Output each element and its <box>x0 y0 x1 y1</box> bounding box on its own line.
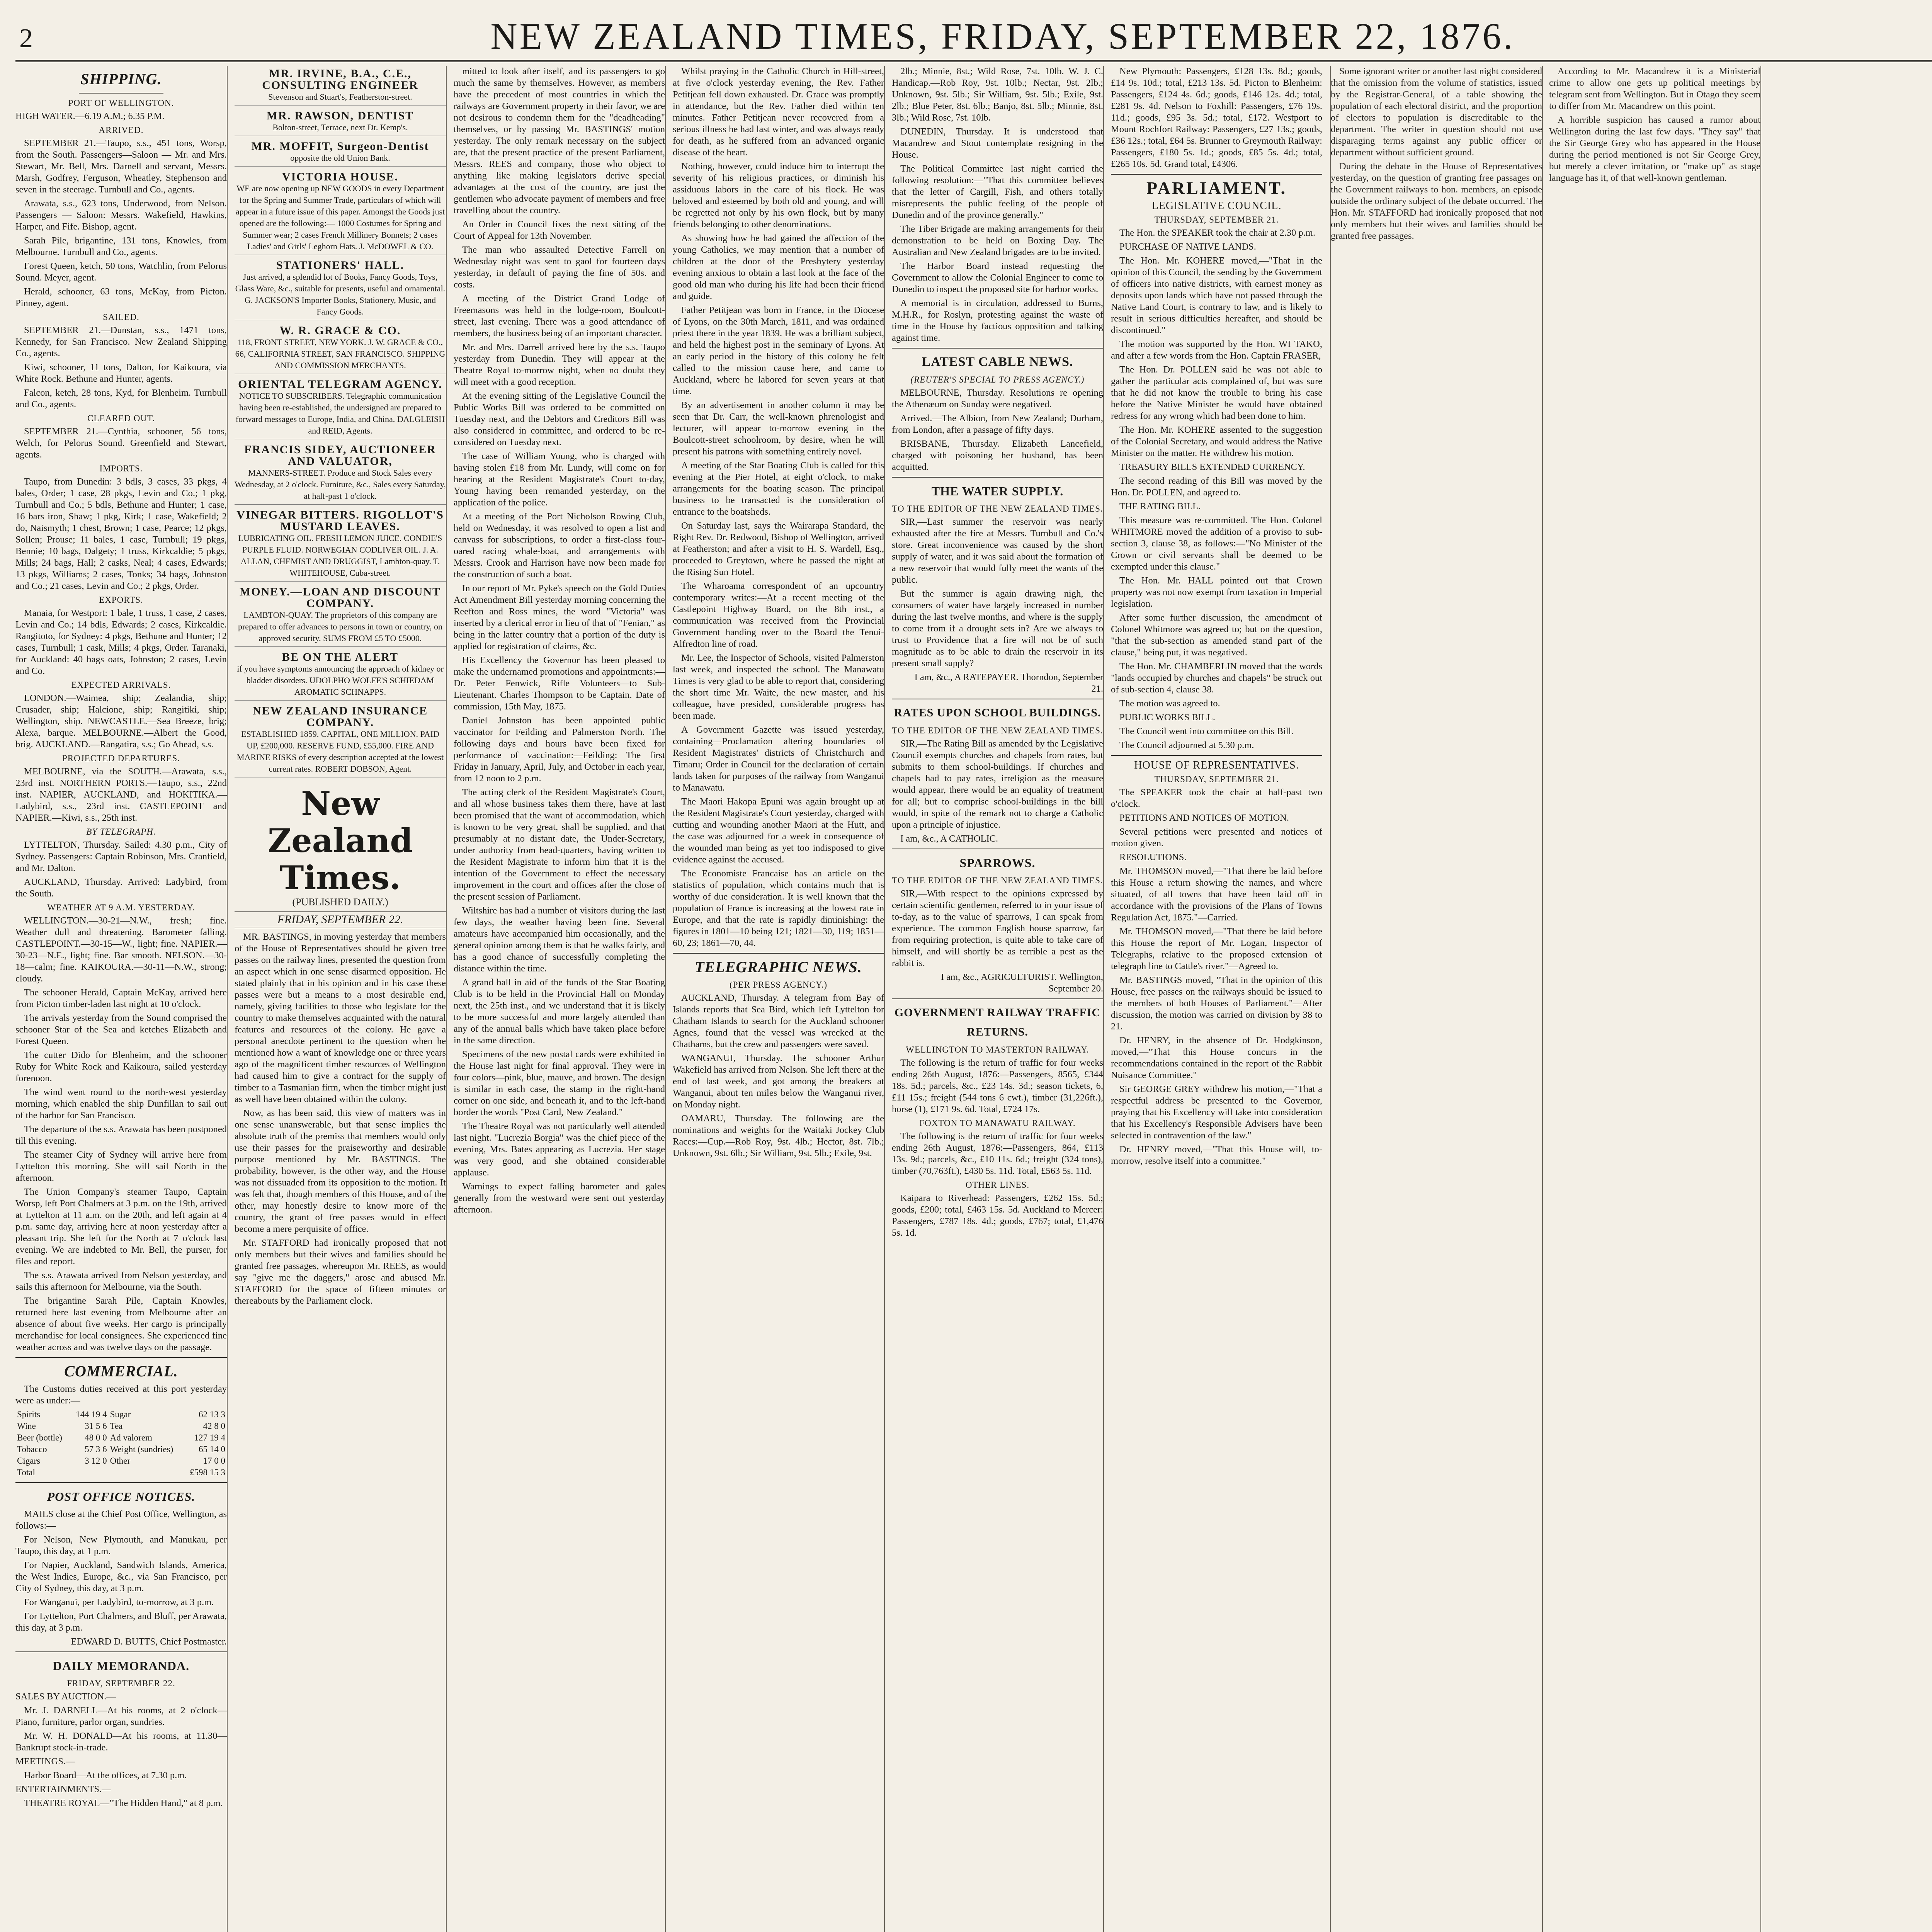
news-paragraph: The Political Committee last night carried the following resolution:—"That this committee believes that the letter of Cargill, Fish, and others totally misrepresents the public feeling of the people of Dunedin and of the province generally." <box>892 163 1103 220</box>
page-number-left: 2 <box>19 24 33 53</box>
advertisement-name: MONEY.—LOAN AND DISCOUNT COMPANY. <box>239 585 441 610</box>
divider <box>79 93 163 94</box>
house-paragraph: The SPEAKER took the chair at half-past two o'clock. <box>1111 787 1322 809</box>
sailed-entry: Kiwi, schooner, 11 tons, Dalton, for Kaikoura, via White Rock. Bethune and Hunter, agents. <box>15 362 227 384</box>
shipping-paragraph: The s.s. Arawata arrived from Nelson yesterday, and sails this afternoon for Melbourne, via the South. <box>15 1270 227 1292</box>
letter-paragraph: SIR,—Last summer the reservoir was nearly exhausted after the fire at Messrs. Turnbull and Co.'s store. Great inconvenience was caused by the short supply of water, and it was said about the formation of a new reservoir that would fully meet the wants of the public. <box>892 517 1103 585</box>
table-cell: Sugar <box>110 1410 131 1419</box>
house-paragraph: Sir GEORGE GREY withdrew his motion,—"That a respectful address be presented to the Governor, praying that his Excellency will take into consideration that his Excellency's Responsible Advisers have been selected in contravention of the law." <box>1111 1084 1322 1141</box>
sailed-heading: SAILED. <box>103 312 139 322</box>
divider <box>1111 174 1322 175</box>
sparrows-heading: SPARROWS. <box>959 856 1036 870</box>
post-entry: For Nelson, New Plymouth, and Manukau, per Taupo, this day, at 1 p.m. <box>15 1534 227 1556</box>
parliament-heading: PARLIAMENT. <box>1146 178 1287 198</box>
news-paragraph: At a meeting of the Port Nicholson Rowing Club, held on Wednesday, it was resolved to open a list and canvass for subscriptions, to order a first-class four-oared racing whale-boat, and arrangements with Messrs. Crook and Harrison have now been made for the construction of such a boat. <box>454 511 665 580</box>
news-paragraph: Whilst praying in the Catholic Church in Hill-street, at five o'clock yesterday evening, the Rev. Father Petitjean fell down exhausted. Dr. Grace was promptly in attendance, but the Rev. Father died within ten minutes. Father Petitjean never recovered from a serious illness he had last winter, and was always ready for death, as he suffered from an advanced organic disease of the heart. <box>673 66 884 158</box>
letter-signature: I am, &c., A RATEPAYER. Thorndon, September 21. <box>914 672 1103 694</box>
council-paragraph: The Hon. Mr. HALL pointed out that Crown property was not now exempt from taxation in Imperial legislation. <box>1111 575 1322 609</box>
letter-address: TO THE EDITOR OF THE NEW ZEALAND TIMES. <box>892 504 1103 514</box>
advertisement-text: Bolton-street, Terrace, next Dr. Kemp's. <box>272 122 408 132</box>
divider <box>1111 755 1322 756</box>
house-paragraph: Dr. HENRY moved,—"That this House will, to-morrow, resolve itself into a committee." <box>1111 1144 1322 1166</box>
advertisement-text: 118, FRONT STREET, NEW YORK. J. W. GRACE & CO., 66, CALIFORNIA STREET, SAN FRANCISCO. SHIPPING AND COMMISSION MERCHANTS. <box>235 337 446 370</box>
news-paragraph: mitted to look after itself, and its passengers to go much the same by themselves. However, as members have the precedent of most countries in which the railways are Government property in their favor, we are not desirous to condemn them for the "deadheading" themselves, or by passing Mr. BASTINGS' motion yesterday. The only remark necessary on the subject are, that the present practice of the present Parliament, Messrs. REES and company, those who object to anything like making legislators derive special advantages at the cost of the country, are just the gentlemen who advocate payment of members and free travelling about the country. <box>454 66 665 216</box>
arrival-entry: Sarah Pile, brigantine, 131 tons, Knowles, from Melbourne. Turnbull and Co., agents. <box>15 235 227 257</box>
council-paragraph: The Hon. the SPEAKER took the chair at 2.30 p.m. <box>1119 228 1315 238</box>
leader-dateline: FRIDAY, SEPTEMBER 22. <box>235 911 446 928</box>
news-paragraph: As showing how he had gained the affection of the young Catholics, we may mention that a number of children at the door of the Presbytery yesterday evening anxious to obtain a last look at the face of the good old man who during his life had been their friend and guide. <box>673 233 884 301</box>
table-cell: Spirits <box>17 1410 41 1419</box>
table-cell: 65 14 0 <box>199 1444 225 1454</box>
news-paragraph: DUNEDIN, Thursday. It is understood that Macandrew and Stout contemplate resigning in the House. <box>892 126 1103 160</box>
house-paragraph: Mr. THOMSON moved,—"That there be laid before this House a return showing the names, and where situated, of all towns that have been laid off in accordance with the provisions of the Plans of Towns Regulation Act, 1875."—Carried. <box>1111 866 1322 923</box>
shipping-paragraph: The wind went round to the north-west yesterday morning, which enabled the ship Dunfillan to sail out of the harbor for San Francisco. <box>15 1087 227 1121</box>
advertisement-text: MANNERS-STREET. Produce and Stock Sales every Wednesday, at 2 o'clock. Furniture, &c., Sales every Saturday, at half-past 1 o'clock. <box>235 468 446 501</box>
advertisement-name: MR. IRVINE, B.A., C.E., CONSULTING ENGINEER <box>262 67 418 92</box>
projected-heading: PROJECTED DEPARTURES. <box>62 753 180 763</box>
council-date: THURSDAY, SEPTEMBER 21. <box>1154 215 1279 224</box>
expected-heading: EXPECTED ARRIVALS. <box>71 680 171 690</box>
high-water: HIGH WATER.—6.19 A.M.; 6.35 P.M. <box>15 111 165 121</box>
telegraph-entry: LYTTELTON, Thursday. Sailed: 4.30 p.m., City of Sydney. Passengers: Captain Robinson, Mrs. Cranfield, and Mr. Dalton. <box>15 840 227 873</box>
filler-paragraph: During the debate in the House of Representatives yesterday, on the question of granting free passages on the Government railways to hon. members, an episode outside the ordinary subject of the debate occurred. The Hon. Mr. STAFFORD had ironically proposed that not only members but their wives and families should be granted free passages. <box>1331 161 1542 241</box>
memoranda-entry: Mr. J. DARNELL—At his rooms, at 2 o'clock—Piano, furniture, parlor organ, sundries. <box>15 1705 227 1727</box>
news-paragraph: Father Petitjean was born in France, in the Diocese of Lyons, on the 30th March, 1811, and was ordained priest there in the year 1839. He was a brilliant subject, and held the highest post in the seminary of Lyons. At an early period in the history of this colony he felt called to the mission cause here, and came to Auckland, where he labored for seven years at that time. <box>673 305 884 396</box>
news-paragraph: A grand ball in aid of the funds of the Star Boating Club is to be held in the Provincial Hall on Monday next, the 25th inst., and we understand that it is likely to be more successful and more largely attended than any of the annual balls which have taken place before in the same direction. <box>454 977 665 1046</box>
advertisement-name: ORIENTAL TELEGRAM AGENCY. <box>238 378 442 391</box>
railway-subheading: FOXTON TO MANAWATU RAILWAY. <box>919 1118 1076 1128</box>
council-paragraph: PUBLIC WORKS BILL. <box>1119 712 1215 723</box>
post-office-heading: POST OFFICE NOTICES. <box>47 1490 196 1503</box>
table-cell: Ad valorem <box>110 1433 152 1442</box>
column-correspondence <box>892 66 1104 1932</box>
railway-paragraph: The following is the return of traffic for four weeks ending 26th August, 1876:—Passengers, 8565, £344 18s. 5d.; parcels, &c., £23 14s. 3d.; season tickets, 6, £11 15s.; freight (544 tons 6 cwt.), timber (31,226ft.), horse (1), £171 9s. 6d. Total, £724 17s. <box>892 1058 1103 1114</box>
table-cell: Wine <box>17 1421 36 1431</box>
advertisement <box>235 108 446 136</box>
news-paragraph: The Harbor Board instead requesting the Government to allow the Colonial Engineer to come to Dunedin to inspect the proposed site for harbor works. <box>892 261 1103 294</box>
council-paragraph: The Hon. Mr. KOHERE assented to the suggestion of the Colonial Secretary, and would address the Native Minister on the matter. He withdrew his motion. <box>1111 425 1322 458</box>
house-date: THURSDAY, SEPTEMBER 21. <box>1154 774 1279 784</box>
memoranda-date: FRIDAY, SEPTEMBER 22. <box>67 1679 175 1688</box>
letter-paragraph: SIR,—With respect to the opinions expressed by certain scientific gentlemen, referred to in your issue of to-day, as to the value of sparrows, I can speak from experience. The common English house sparrow, far from requiring protection, is quite able to take care of himself, and will shortly be as terrible a pest as the rabbit is. <box>892 888 1103 968</box>
column-local-news <box>673 66 885 1932</box>
advertisement-text: WE are now opening up NEW GOODS in every Department for the Spring and Summer Trade, particulars of which will appear in a future issue of this paper. Amongst the Goods just opened are the following:— 1000 Costumes for Spring and Summer wear; 2 cases French Millinery Bonnets; 2 cases Ladies' and Girls' Leghorn Hats. J. McDOWEL & CO. <box>235 184 445 251</box>
house-paragraph: PETITIONS AND NOTICES OF MOTION. <box>1119 813 1289 823</box>
column-continued-2 <box>1549 66 1761 1932</box>
table-cell: Other <box>110 1456 131 1466</box>
water-supply-heading: THE WATER SUPPLY. <box>931 484 1064 498</box>
column-continued-3 <box>1768 66 1932 1932</box>
divider <box>15 1357 227 1358</box>
advertisement-text: opposite the old Union Bank. <box>290 153 390 163</box>
table-cell: £598 15 3 <box>190 1468 225 1477</box>
council-paragraph: The Hon. Dr. POLLEN said he was not able to gather the particular acts complained of, but was sure that he did not know the trouble to bring his case before the Native Minister he would have obtained redress for any wrong which had been done to him. <box>1111 364 1322 421</box>
table-row <box>15 1420 227 1432</box>
customs-table <box>15 1409 227 1478</box>
advertisement <box>235 257 446 320</box>
post-entry: For Wanganui, per Ladybird, to-morrow, at 3 p.m. <box>24 1597 214 1607</box>
arrival-entry: Forest Queen, ketch, 50 tons, Watchlin, from Pelorus Sound. Meyer, agent. <box>15 261 227 283</box>
cable-heading: LATEST CABLE NEWS. <box>922 355 1073 369</box>
advertisement <box>235 66 446 105</box>
advertisement <box>235 703 446 777</box>
projected-text: MELBOURNE, via the SOUTH.—Arawata, s.s., 23rd inst. NORTHERN PORTS.—Taupo, s.s., 22nd inst. NAPIER, AUCKLAND, and HOKITIKA.—Ladybird, s.s., 23rd inst. CASTLEPOINT and NAPIER.—Kiwi, s.s., 25th inst. <box>15 766 227 823</box>
table-cell: 3 12 0 <box>85 1456 107 1466</box>
news-paragraph: An Order in Council fixes the next sitting of the Court of Appeal for 13th November. <box>454 219 665 241</box>
table-cell: 127 19 4 <box>194 1433 225 1442</box>
news-paragraph: His Excellency the Governor has been pleased to make the undernamed promotions and appointments:—Dr. Peter Fenwick, Rifle Volunteers—to Sub-Lieutenant. Charles Thompson to be Captain. Date of commission, 15th May, 1875. <box>454 655 665 712</box>
advertisement <box>235 376 446 439</box>
table-cell: 31 5 6 <box>85 1421 107 1431</box>
table-cell: 17 0 0 <box>203 1456 225 1466</box>
railway-paragraph: New Plymouth: Passengers, £128 13s. 8d.; goods, £14 9s. 10d.; total, £213 13s. 5d. Picton to Blenheim: Passengers, £124 4s. 6d.; goods, £146 12s. 4d.; total, £281 9s. 4d. Nelson to Foxhill: Passengers, £76 19s. 11d.; goods, £95 3s. 5d.; total, £172. Westport to Mount Rochfort Railway: Passengers, £27 13s.; goods, £36 12s.; total, £64 5s. Brunner to Greymouth Railway: Passengers, £180 5s. 1d.; goods, £85 5s. 4d.; total, £265 10s. 5d. Grand total, £4306. <box>1111 66 1322 169</box>
news-paragraph: On Saturday last, says the Wairarapa Standard, the Right Rev. Dr. Redwood, Bishop of Wellington, arrived at Featherston; and after a visit to H. S. Wardell, Esq., proceeded to Greytown, where he passed the night at the Rising Sun Hotel. <box>673 520 884 577</box>
house-paragraph: Several petitions were presented and notices of motion given. <box>1111 827 1322 849</box>
table-cell <box>70 1467 109 1478</box>
telegraphic-heading: TELEGRAPHIC NEWS. <box>695 958 862 976</box>
table-cell: Tobacco <box>17 1444 47 1454</box>
advertisement-name: VINEGAR BITTERS. RIGOLLOT'S MUSTARD LEAVES. <box>236 509 444 533</box>
cable-entry: BRISBANE, Thursday. Elizabeth Lancefield, charged with poisoning her husband, has been acquitted. <box>892 439 1103 472</box>
advertisement-name: W. R. GRACE & CO. <box>279 324 401 337</box>
council-paragraph: THE RATING BILL. <box>1119 501 1201 512</box>
advertisement-text: LAMBTON-QUAY. The proprietors of this company are prepared to offer advances to persons in town or country, on approved security. SUMS FROM £5 TO £5000. <box>238 610 443 643</box>
council-paragraph: After some further discussion, the amendment of Colonel Whitmore was agreed to; but on the question, "that the sub-section as amended stand part of the clause," being put, it was negatived. <box>1111 612 1322 658</box>
filler-paragraph: A horrible suspicion has caused a rumor about Wellington during the last few days. "They say" that the Sir George Grey who has appeared in the House during the period mentioned is not Sir George Grey, but merely a clever imitation, or "make up" as stage language has it, of that well-known gentleman. <box>1549 115 1760 183</box>
news-paragraph: Warnings to expect falling barometer and gales generally from the westward were sent out yesterday afternoon. <box>454 1181 665 1215</box>
letter-paragraph: SIR,—The Rating Bill as amended by the Legislative Council exempts churches and chapels from rates, but submits to them school-buildings. If churches and chapels had to pay rates, irreligion as the measure would appear, there would be an equality of treatment for all; but to comprise school-buildings in the bill would, in spite of the remark not to charge a Catholic upon a principle of injustice. <box>892 738 1103 830</box>
shipping-paragraph: The brigantine Sarah Pile, Captain Knowles, returned here last evening from Melbourne after an absence of about five weeks. Her cargo is principally merchandise for local consignees. She experienced fine weather across and was twelve days on the passage. <box>15 1296 227 1352</box>
table-row <box>15 1409 227 1420</box>
news-paragraph: A meeting of the District Grand Lodge of Freemasons was held in the lodge-room, Boulcott-street, last evening. There was a good attendance of members, the business being of an important character. <box>454 293 665 338</box>
exports-text: Manaia, for Westport: 1 bale, 1 truss, 1 case, 2 cases, Levin and Co.; 14 bdls, Edwards; 2 cases, Kirkcaldie. Rangitoto, for Sydney: 4 pkgs, Bethune and Hunter; 12 cases, Turnbull; 1 cask, Mills; 4 pkgs, Order. Taranaki, for Auckland: 40 bags oats, Johnston; 2 cases, Levin and Co. <box>15 608 227 676</box>
memoranda-entry: Harbor Board—At the offices, at 7.30 p.m. <box>24 1770 187 1781</box>
divider <box>892 477 1103 478</box>
memoranda-entry: MEETINGS.— <box>15 1756 75 1767</box>
memoranda-entry: Mr. W. H. DONALD—At his rooms, at 11.30—Bankrupt stock-in-trade. <box>15 1731 227 1753</box>
arrival-entry: Arawata, s.s., 623 tons, Underwood, from Nelson. Passengers — Saloon: Messrs. Wakefield, Hawkins, Harper, and Fife. Bishop, agent. <box>15 198 227 232</box>
railway-paragraph: The following is the return of traffic for four weeks ending 26th August, 1876:—Passengers, 864, £113 13s. 9d.; parcels, &c., £10 11s. 6d.; freight (324 tons), timber (70,763ft.), £430 5s. 11d. Total, £563 5s. 11d. <box>892 1131 1103 1176</box>
port-heading: PORT OF WELLINGTON. <box>68 98 174 108</box>
telegraphic-entry: OAMARU, Thursday. The following are the nominations and weights for the Waitaki Jockey Club Races:—Cup.—Rob Roy, 9st. 4lb.; Hector, 8st. 7lb.; Unknown, 9st. 6lb.; Sir William, 9st. 5lb.; Exile, 9st. <box>673 1113 884 1158</box>
news-paragraph: In our report of Mr. Pyke's speech on the Gold Duties Act Amendment Bill yesterday morning concerning the Reefton and Ross mines, the word "Victoria" was inserted by a clerical error in lieu of that of "Fenian," as being in the latter country that a portion of the duty is applied for registration of claims, &c. <box>454 583 665 651</box>
news-paragraph: The acting clerk of the Resident Magistrate's Court, and all whose business takes them there, have at last been promised that the want of accommodation, which is known to be very great, shall be supplied, and that presumably at no distant date, the Under-Secretary, under authority from head-quarters, having written to the Resident Magistrate to inform him that it is the intention of the Government to effect the necessary improvement in the court and offices after the close of the present session of Parliament. <box>454 787 665 902</box>
telegraphic-entry: AUCKLAND, Thursday. A telegram from Bay of Islands reports that Sea Bird, which left Lyttelton for Chatham Islands to search for the Auckland schooner Agnes, found that the vessel was wrecked at the Chathams, but the crew and passengers were saved. <box>673 993 884 1049</box>
news-paragraph: Daniel Johnston has been appointed public vaccinator for Feilding and Palmerston North. The following days and hours have been fixed for performance of vaccination:—Feilding: The first Friday in January, April, July, and October in each year, from 12 noon to 2 p.m. <box>454 715 665 784</box>
council-paragraph: The Hon. Mr. KOHERE moved,—"That in the opinion of this Council, the sending by the Government of officers into native districts, with earnest money as deposits upon lands which have not passed through the Native Land Court, is contrary to law, and is likely to result in serious difficulties hereafter, and should be discontinued." <box>1111 255 1322 335</box>
house-heading: HOUSE OF REPRESENTATIVES. <box>1134 759 1299 771</box>
paper-nameplate: New Zealand Times. <box>267 784 413 897</box>
leader-paragraph: MR. BASTINGS, in moving yesterday that members of the House of Representatives should be given free passes on the railway lines, presented the question from an aspect which in one sense disarmed opposition. He stated plainly that in his opinion and in his case these passes were but a means to a most desirable end, namely, giving facilities to those who legislate for the country to make themselves acquainted with the natural features and resources of the colony. He gave a personal anecdote pertinent to the question when he mentioned how a want of knowledge one or three years ago of the magnificent timber resources of Wellington had caused him to give a contract for the supply of timber to a Tasmanian firm, when the timber might just as well have been obtained within the colony. <box>235 932 446 1104</box>
news-paragraph: Nothing, however, could induce him to interrupt the severity of his religious practices, or diminish his assiduous labors in the care of his flock. He was beloved and esteemed by both old and young, and will be regretted not only by his own flock, but by many friends belonging to other denominations. <box>673 161 884 230</box>
cable-entry: Arrived.—The Albion, from New Zealand; Durham, from London, after a passage of fifty days. <box>892 413 1103 435</box>
customs-intro: The Customs duties received at this port yesterday were as under:— <box>15 1384 227 1406</box>
table-cell: Weight (sundries) <box>110 1444 173 1454</box>
news-paragraph: A meeting of the Star Boating Club is called for this evening at the Pier Hotel, at eight o'clock, to make arrangements for the boating season. The principal business to be transacted is the consideration of entrance to the boatsheds. <box>673 460 884 517</box>
letter-address: TO THE EDITOR OF THE NEW ZEALAND TIMES. <box>892 726 1103 735</box>
memoranda-entry: THEATRE ROYAL—"The Hidden Hand," at 8 p.m. <box>24 1798 223 1808</box>
railway-heading: GOVERNMENT RAILWAY TRAFFIC RETURNS. <box>894 1006 1101 1038</box>
masthead <box>15 12 1932 62</box>
table-cell <box>109 1467 184 1478</box>
column-shipping <box>15 66 228 1932</box>
rates-heading: RATES UPON SCHOOL BUILDINGS. <box>894 706 1101 719</box>
telegraph-heading: BY TELEGRAPH. <box>86 827 156 837</box>
post-entry: MAILS close at the Chief Post Office, Wellington, as follows:— <box>15 1509 227 1531</box>
news-paragraph: Wiltshire has had a number of visitors during the last few days, the weather having been fine. Several amateurs have accompanied him occasionally, and the general opinion among them is that he walks fairly, and has a good chance of successfully completing the distance within the time. <box>454 905 665 974</box>
exports-heading: EXPORTS. <box>99 595 143 605</box>
leader-paragraph: Now, as has been said, this view of matters was in one sense unanswerable, but that sense implies the absolute truth of the premiss that members would only use their passes for the praiseworthy and desirable purpose mentioned by Mr. BASTINGS. The probability, however, is the other way, and the House was not dissuaded from its opposition to the motion. It was felt that, though members of this House, and of the other, may honestly desire to know more of the country, the grant of free passes would in effect become a mere perquisite of office. <box>235 1108 446 1234</box>
advertisement <box>235 584 446 647</box>
divider <box>15 1651 227 1652</box>
telegraph-entry: AUCKLAND, Thursday. Arrived: Ladybird, from the South. <box>15 877 227 899</box>
table-cell: 57 3 6 <box>85 1444 107 1454</box>
advertisement-text: Stevenson and Stuart's, Featherston-street. <box>268 92 412 102</box>
shipping-paragraph: The arrivals yesterday from the Sound comprised the schooner Star of the Sea and ketches Elizabeth and Forest Queen. <box>15 1013 227 1046</box>
advertisements <box>235 66 446 777</box>
sailed-entry: SEPTEMBER 21.—Dunstan, s.s., 1471 tons, Kennedy, for San Francisco. New Zealand Shipping Co., agents. <box>15 325 227 359</box>
shipping-paragraph: The cutter Dido for Blenheim, and the schooner Ruby for White Rock and Kaikoura, sailed yesterday forenoon. <box>15 1050 227 1083</box>
council-paragraph: The Council adjourned at 5.30 p.m. <box>1119 740 1254 750</box>
table-cell: 48 0 0 <box>85 1433 107 1442</box>
news-paragraph: At the evening sitting of the Legislative Council the Public Works Bill was ordered to be committed on Tuesday next, and the Debtors and Creditors Bill was also considered in committee, and ordered to be re-considered on Tuesday next. <box>454 391 665 447</box>
table-cell: Tea <box>110 1421 123 1431</box>
weather-heading: WEATHER AT 9 A.M. YESTERDAY. <box>47 903 195 912</box>
news-paragraph: By an advertisement in another column it may be seen that Dr. Carr, the well-known phrenologist and lecturer, will appear to-morrow evening in the Boulcott-street schoolroom, by desire, when he will present his patrons with something entirely novel. <box>673 400 884 457</box>
advertisement-name: BE ON THE ALERT <box>282 651 398 663</box>
memoranda-entry: SALES BY AUCTION.— <box>15 1691 116 1702</box>
sailed-entry: Falcon, ketch, 28 tons, Kyd, for Blenheim. Turnbull and Co., agents. <box>15 388 227 410</box>
arrival-entry: SEPTEMBER 21.—Taupo, s.s., 451 tons, Worsp, from the South. Passengers—Saloon — Mr. and Mrs. Stewart, Mr. Bell, Mrs. Darnell and servant, Messrs. Marsh, Godfrey, Ferguson, Wheatley, Stephenson and seven in the steerage. Turnbull and Co., agents. <box>15 138 227 195</box>
advertisement-name: MR. MOFFIT, Surgeon-Dentist <box>251 140 429 153</box>
railway-subheading: WELLINGTON TO MASTERTON RAILWAY. <box>906 1045 1089 1054</box>
table-cell: 144 19 4 <box>76 1410 107 1419</box>
news-paragraph: Specimens of the new postal cards were exhibited in the House last night for final approval. They were in four colors—pink, blue, mauve, and brown. The design is similar in each case, the stamp in the right-hand corner on one side, and beneath it, and to the left-hand border the words "Post Card, New Zealand." <box>454 1049 665 1117</box>
advertisement-name: MR. RAWSON, DENTIST <box>266 109 414 122</box>
advertisement-name: VICTORIA HOUSE. <box>282 170 399 183</box>
council-paragraph: The second reading of this Bill was moved by the Hon. Dr. POLLEN, and agreed to. <box>1111 476 1322 498</box>
railway-subheading: OTHER LINES. <box>965 1180 1030 1190</box>
news-paragraph: Mr. Lee, the Inspector of Schools, visited Palmerston last week, and inspected the school. The Manawatu Times is very glad to be able to report that, considering the short time Mr. Waite, the new master, and his colleague, have presided, considerable progress has been made. <box>673 653 884 721</box>
news-paragraph: The Economiste Francaise has an article on the statistics of population, which contains much that is worthy of due consideration. It is well known that the population of France is increasing at the lowest rate in Europe, and that the rate is rapidly diminishing: the figures in 1801—10 being 121; 1821—30, 119; 1851—60, 23; 1861—70, 44. <box>673 868 884 948</box>
house-paragraph: Mr. BASTINGS moved, "That in the opinion of this House, free passes on the railways should be issued to the members of both Houses of Parliament."—After discussion, the motion was carried on division by 38 to 21. <box>1111 975 1322 1032</box>
letter-paragraph: But the summer is again drawing nigh, the consumers of water have largely increased in number during the last twelve months, and where is the supply to come from if a drought sets in? Are we always to trust to Providence that a fire will not be of such magnitude as to be able to drain the reservoir in its present small supply? <box>892 588 1103 668</box>
news-paragraph: The Maori Hakopa Epuni was again brought up at the Resident Magistrate's Court yesterday, charged with cutting and wounding another Maori at the Hutt, and the case was adjourned for a week in consequence of the wounded man being as yet too indisposed to give evidence against the accused. <box>673 796 884 865</box>
council-heading: LEGISLATIVE COUNCIL. <box>1151 200 1282 212</box>
arrived-heading: ARRIVED. <box>99 125 144 135</box>
newspaper-page <box>15 12 1932 1932</box>
divider <box>892 348 1103 349</box>
shipping-paragraph: The steamer City of Sydney will arrive here from Lyttelton this morning. She will sail North in the afternoon. <box>15 1150 227 1183</box>
table-cell: Cigars <box>17 1456 41 1466</box>
expected-text: LONDON.—Waimea, ship; Zealandia, ship; Crusader, ship; Halcione, ship; Rangitiki, ship; Wellington, ship. NEWCASTLE.—Sea Breeze, brig; Alexa, barque. MELBOURNE.—Albert the Good, brig. AUCKLAND.—Rangatira, s.s.; Go Ahead, s.s. <box>15 693 227 750</box>
post-entry: For Lyttelton, Port Chalmers, and Bluff, per Arawata, this day, at 3 p.m. <box>15 1611 227 1633</box>
letter-signature: I am, &c., AGRICULTURIST. Wellington, September 20. <box>940 972 1103 994</box>
leader-paragraph: Mr. STAFFORD had ironically proposed that not only members but their wives and families should be granted free passages, whereupon Mr. REES, as would say "give me the daggers," arose and abused Mr. STAFFORD for the space of fifteen minutes or thereabouts by the Parliament clock. <box>235 1238 446 1306</box>
letter-paragraph: I am, &c., A CATHOLIC. <box>900 833 998 844</box>
arrival-entry: Herald, schooner, 63 tons, McKay, from Picton. Pinney, agent. <box>15 286 227 308</box>
advertisement-name: NEW ZEALAND INSURANCE COMPANY. <box>252 704 428 729</box>
cable-entry: MELBOURNE, Thursday. Resolutions re opening the Athenæum on Sunday were negatived. <box>892 388 1103 410</box>
advertisement-text: NOTICE TO SUBSCRIBERS. Telegraphic communication having been re-established, the undersigned are prepared to forward messages to Europe, India, and China. DALGLEISH and REID, Agents. <box>235 391 445 435</box>
imports-text: Taupo, from Dunedin: 3 bdls, 3 cases, 33 pkgs, 4 bales, Order; 1 case, 28 pkgs, Levin and Co.; 1 pkg, Turnbull and Co.; 5 bdls, Bethune and Hunter; 1 case, 16 bars iron, Shaw; 1 pkg, Kirk; 1 case, Wakefield; 2 do, Naismyth; 1 chest, Brown; 1 case, Pearce; 12 pkgs, Sollen; Prouse; 11 bales, 1 case, Turnbull; 19 pkgs, Bennie; 10 bags, Dalgety; 1 truss, Kirkcaldie; 5 pkgs, Mills; 24 bags, Hall; 2 casks, Neal; 4 cases, Edwards; 13 pkgs, Williams; 2 cases, Tonks; 34 bags, Johnston and Co.; 21 cases, Levin and Co.; 2 pkgs, Order. <box>15 476 227 591</box>
memoranda-heading: DAILY MEMORANDA. <box>53 1659 190 1673</box>
column-parliament <box>1111 66 1322 1932</box>
telegraphic-subheading: (PER PRESS AGENCY.) <box>729 980 828 990</box>
table-cell: 62 13 3 <box>199 1410 225 1419</box>
memoranda-entry: ENTERTAINMENTS.— <box>15 1784 111 1794</box>
filler-paragraph: According to Mr. Macandrew it is a Ministerial crime to allow one gets up political meetings by telegram sent from Wellington. But in Otago they seem to differ from Mr. Macandrew on this point. <box>1549 66 1760 111</box>
filler-paragraph: Some ignorant writer or another last night considered that the omission from the volume of statistics, issued by the Registrar-General, of a table showing the population of each electoral district, and the proportion of electors to population is discreditable to the department. The writer in question should not use disparaging terms against any public officer or department without sufficient ground. <box>1331 66 1542 158</box>
advertisement <box>235 507 446 582</box>
telegraphic-entry: WANGANUI, Thursday. The schooner Arthur Wakefield has arrived from Nelson. She left there at the end of last week, and got among the breakers at Wanganui, about ten miles below the Wanganui river, on Monday night. <box>673 1053 884 1110</box>
news-paragraph: A memorial is in circulation, addressed to Burns, M.H.R., for Roslyn, protesting against the waste of time in the House by factious opposition and talking against time. <box>892 298 1103 343</box>
cleared-entry: SEPTEMBER 21.—Cynthia, schooner, 56 tons, Welch, for Pelorus Sound. Greenfield and Stewart, agents. <box>15 426 227 460</box>
news-paragraph: The Tiber Brigade are making arrangements for their demonstration to be held on Boxing Day. The Australian and New Zealand brigades are to be invited. <box>892 224 1103 257</box>
shipping-paragraph: The departure of the s.s. Arawata has been postponed till this evening. <box>15 1124 227 1146</box>
weather-text: WELLINGTON.—30-21—N.W., fresh; fine. Weather dull and threatening. Barometer falling. CASTLEPOINT.—30-15—W., light; fine. NAPIER.—30-23—N.E., light; fine. Bar smooth. NELSON.—30-18—calm; fine. KAIKOURA.—30-11—N.W., strong; cloudy. <box>15 915 227 984</box>
table-cell: 42 8 0 <box>203 1421 225 1431</box>
advertisement <box>235 649 446 701</box>
council-paragraph: PURCHASE OF NATIVE LANDS. <box>1119 242 1256 252</box>
table-row <box>15 1467 227 1478</box>
news-paragraph: A Government Gazette was issued yesterday, containing—Proclamation altering boundaries of Resident Magistrates' districts of Christchurch and Timaru; Order in Council for the declaration of certain lands taken for purposes of the railway from Wanganui to Manawatu. <box>673 724 884 793</box>
table-cell: Total <box>17 1468 35 1477</box>
news-paragraph: The Wharoama correspondent of an upcountry contemporary writes:—At a recent meeting of the Castlepoint Highway Board, on the 8th inst., a communication was received from the Provincial Government handing over to the Board the Tenui-Alfredton line of road. <box>673 581 884 649</box>
council-paragraph: The motion was agreed to. <box>1119 698 1220 709</box>
advertisement-name: FRANCIS SIDEY, AUCTIONEER AND VALUATOR, <box>244 443 436 468</box>
advertisement <box>235 169 446 255</box>
news-paragraph: The case of William Young, who is charged with having stolen £18 from Mr. Lundy, will come on for hearing at the Resident Magistrate's Court to-day, Young having been remanded yesterday, on the application of the police. <box>454 451 665 508</box>
advertisement-text: if you have symptoms announcing the approach of kidney or bladder disorders. UDOLPHO WOLFE'S SCHIEDAM AROMATIC SCHNAPPS. <box>237 664 444 697</box>
column-continued-1 <box>1330 66 1543 1932</box>
post-entry: For Napier, Auckland, Sandwich Islands, America, the West Indies, Europe, &c., via San Francisco, per City of Sydney, this day, at 3 p.m. <box>15 1560 227 1594</box>
house-paragraph: Dr. HENRY, in the absence of Dr. Hodgkinson, moved,—"That this House concurs in the recommendations contained in the report of the Rabbit Nuisance Committee." <box>1111 1035 1322 1080</box>
table-cell: Beer (bottle) <box>17 1433 62 1442</box>
railway-paragraph: Kaipara to Riverhead: Passengers, £262 15s. 5d.; goods, £200; total, £463 15s. 5d. Auckland to Mercer: Passengers, £787 18s. 4d.; goods, £767; total, £1,476 5s. 1d. <box>892 1193 1103 1238</box>
news-paragraph: Mr. and Mrs. Darrell arrived here by the s.s. Taupo yesterday from Dunedin. They will appear at the Theatre Royal to-morrow night, when no doubt they will meet with a good reception. <box>454 342 665 387</box>
divider <box>673 953 884 954</box>
table-row <box>15 1444 227 1455</box>
shipping-paragraph: The Union Company's steamer Taupo, Captain Worsp, left Port Chalmers at 3 p.m. on the 19th, arrived at Lyttelton at 11 a.m. on the 20th, and left again at 4 p.m. same day, arriving here at noon yesterday after a pleasant trip. She left for the North at 7 o'clock last evening. We are indebted to Mr. Bell, the purser, for files and report. <box>15 1187 227 1267</box>
council-paragraph: The motion was supported by the Hon. WI TAKO, and after a few words from the Hon. Captain FRASER, <box>1111 339 1322 361</box>
divider <box>15 1482 227 1483</box>
paper-subtitle: (PUBLISHED DAILY.) <box>292 896 388 908</box>
newspaper-title: NEW ZEALAND TIMES, FRIDAY, SEPTEMBER 22, 1876. <box>490 15 1515 57</box>
house-paragraph: Mr. THOMSON moved,—"That there be laid before this House the report of Mr. Logan, Inspector of Telegraphs, relative to the proposed extension of telegraph line to Cattle's river."—Agreed to. <box>1111 926 1322 971</box>
divider <box>892 998 1103 999</box>
letter-address: TO THE EDITOR OF THE NEW ZEALAND TIMES. <box>892 876 1103 885</box>
imports-heading: IMPORTS. <box>99 464 143 473</box>
table-row <box>15 1432 227 1444</box>
cable-subheading: (REUTER'S SPECIAL TO PRESS AGENCY.) <box>910 375 1085 384</box>
council-paragraph: TREASURY BILLS EXTENDED CURRENCY. <box>1119 462 1305 472</box>
column-advertisements <box>235 66 447 1932</box>
news-paragraph: 2lb.; Minnie, 8st.; Wild Rose, 7st. 10lb. W. J. C. Handicap.—Rob Roy, 9st. 10lb.; Nectar, 9st. 2lb.; Unknown, 9st. 5lb.; Sir William, 9st. 5lb.; Exile, 9st. 2lb.; Blue Peter, 8st. 6lb.; Banjo, 8st. 5lb.; Minnie, 8st. 3lb.; Wild Rose, 7st. 10lb. <box>892 66 1103 123</box>
advertisement <box>235 442 446 505</box>
cleared-heading: CLEARED OUT. <box>87 413 155 423</box>
council-paragraph: The Hon. Mr. CHAMBERLIN moved that the words "lands occupied by churches and chapels" be struck out of sub-section 4, clause 38. <box>1111 661 1322 695</box>
advertisement-text: Just arrived, a splendid lot of Books, Fancy Goods, Toys, Glass Ware, &c., suitable for presents, useful and ornamental. G. JACKSON'S Importer Books, Stationery, Music, and Fancy Goods. <box>235 272 446 316</box>
news-paragraph: The Theatre Royal was not particularly well attended last night. "Lucrezia Borgia" was the chief piece of the evening, Mrs. Bates appearing as Lucrezia. Her stage was very good, and she obtained considerable applause. <box>454 1121 665 1178</box>
advertisement <box>235 138 446 167</box>
shipping-heading: SHIPPING. <box>80 70 162 88</box>
table-row <box>15 1455 227 1467</box>
advertisement-text: LUBRICATING OIL. FRESH LEMON JUICE. CONDIE'S PURPLE FLUID. NORWEGIAN CODLIVER OIL. J. A. ALLAN, CHEMIST AND DRUGGIST, Lambton-quay. T. WHITEHOUSE, Cuba-street. <box>238 533 442 578</box>
advertisement-text: ESTABLISHED 1859. CAPITAL, ONE MILLION. PAID UP, £200,000. RESERVE FUND, £55,000. FIRE AND MARINE RISKS of every description accepted at the lowest current rates. ROBERT DOBSON, Agent. <box>236 729 444 774</box>
postmaster-signature: EDWARD D. BUTTS, Chief Postmaster. <box>71 1636 227 1647</box>
council-paragraph: This measure was re-committed. The Hon. Colonel WHITMORE moved the addition of a proviso to sub-section 3, clause 38, as follows:—"No Minister of the Crown or civil servants shall be deemed to be exempted under this clause." <box>1111 515 1322 572</box>
house-paragraph: RESOLUTIONS. <box>1119 852 1187 862</box>
commercial-heading: COMMERCIAL. <box>64 1362 178 1380</box>
council-paragraph: The Council went into committee on this Bill. <box>1119 726 1294 736</box>
advertisement <box>235 323 446 374</box>
column-editorial-notes <box>454 66 666 1932</box>
advertisement-name: STATIONERS' HALL. <box>276 259 405 272</box>
shipping-paragraph: The schooner Herald, Captain McKay, arrived here from Picton timber-laden last night at 10 o'clock. <box>15 987 227 1009</box>
news-paragraph: The man who assaulted Detective Farrell on Wednesday night was sent to gaol for fourteen days yesterday, in default of paying the fine of 50s. and costs. <box>454 245 665 290</box>
